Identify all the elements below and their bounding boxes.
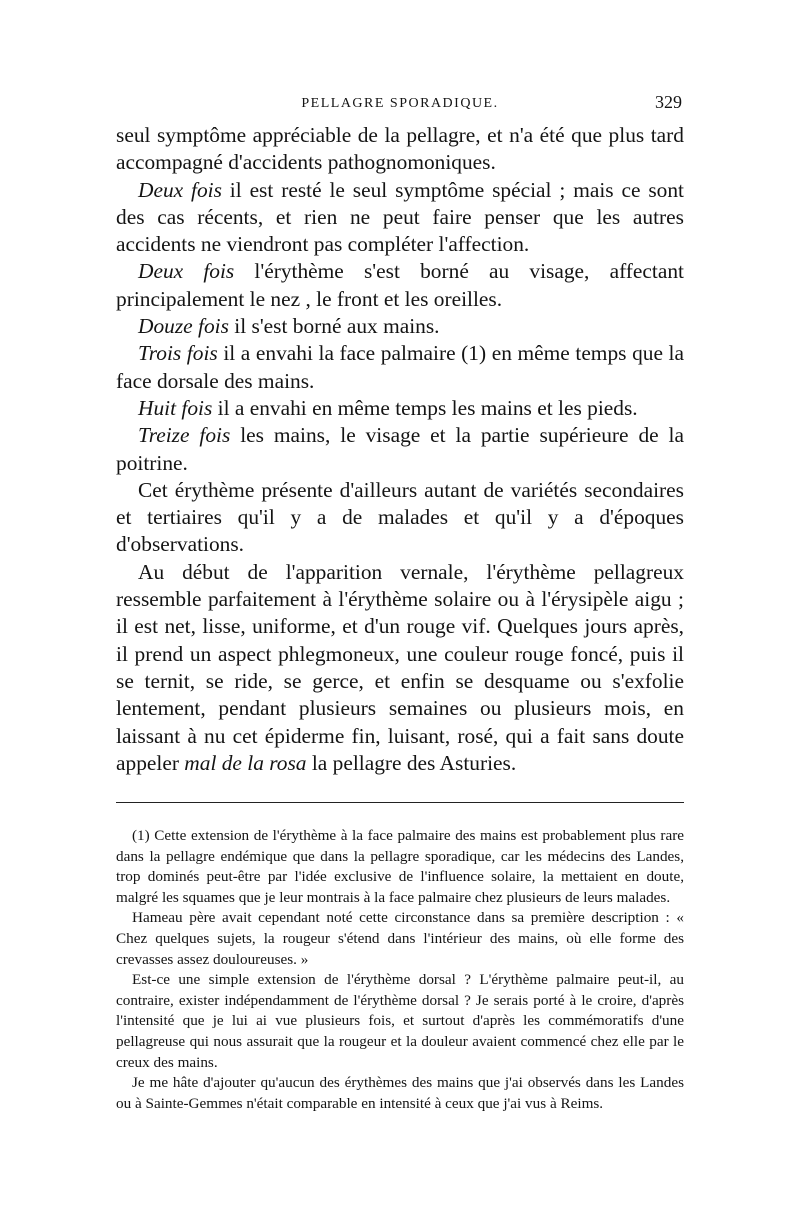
footnote-4: Je me hâte d'ajouter qu'aucun des érythèmes des mains que j'ai observés dans les Landes ou à Sainte-Gemmes n'était comparable en intensité à ceux que j'ai vus à Reims. <box>116 1074 684 1112</box>
paragraph-2-text: il est resté le seul symptôme spécial ; mais ce sont des cas récents, et rien ne peut faire penser que les autres accidents ne viendront pas compléter l'affection. <box>116 177 684 257</box>
paragraph-5-emphasis: Trois fois <box>138 341 218 366</box>
running-head: PELLAGRE SPORADIQUE. <box>301 96 499 111</box>
footnote-1: (1) Cette extension de l'érythème à la face palmaire des mains est probablement plus rare dans la pellagre endémique que dans la pellagre sporadique, car les médecins des Landes, trop dominés peut-être par l'idée exclusive de l'influence solaire, la mettaient en doute, malgré les squames que je leur montrais à la face palmaire chez plusieurs de leurs malades. <box>116 827 684 906</box>
paragraph-5 <box>116 340 684 395</box>
main-text <box>116 122 684 777</box>
paragraph-6 <box>116 395 684 422</box>
paragraph-5-text: il a envahi la face palmaire (1) en même temps que la face dorsale des mains. <box>116 341 684 393</box>
paragraph-7-text: les mains, le visage et la partie supérieure de la poitrine. <box>116 423 684 475</box>
footnote-rule <box>116 802 684 803</box>
paragraph-2-emphasis: Deux fois <box>138 177 222 202</box>
paragraph-6-text: il a envahi en même temps les mains et les pieds. <box>212 395 638 420</box>
paragraph-8: Cet érythème présente d'ailleurs autant de variétés secondaires et tertiaires qu'il y a de malades et qu'il y a d'époques d'observations. <box>116 477 684 557</box>
footnote-3: Est-ce une simple extension de l'érythème dorsal ? L'érythème palmaire peut-il, au contraire, exister indépendamment de l'érythème dorsal ? Je serais porté à le croire, d'après l'intensité que je lui ai vue plusieurs fois, et surtout d'après les commémoratifs d'une pellagreuse qui nous assurait que la rougeur et la douleur avaient commencé chez elle par le creux des mains. <box>116 971 684 1071</box>
paragraph-4-emphasis: Douze fois <box>138 314 229 339</box>
paragraph-4-text: il s'est borné aux mains. <box>228 314 440 339</box>
paragraph-1: seul symptôme appréciable de la pellagre, et n'a été que plus tard accompagné d'accidents pathognomoniques. <box>116 123 684 175</box>
paragraph-3-emphasis: Deux fois <box>138 259 235 284</box>
paragraph-3-text: l'érythème s'est borné au visage, affectant principalement le nez , le front et les oreilles. <box>116 259 684 311</box>
footnote-2: Hameau père avait cependant noté cette circonstance dans sa première description : « Chez quelques sujets, la rougeur s'étend dans l'intérieur des mains, où elle forme des crevasses assez douloureuses. » <box>116 909 684 968</box>
paragraph-4 <box>116 313 684 340</box>
paragraph-7-emphasis: Treize fois <box>138 423 231 448</box>
paragraph-9-emphasis: mal de la rosa <box>184 750 307 775</box>
page-header <box>118 92 682 118</box>
page-number: 329 <box>655 92 682 112</box>
paragraph-9-text: Au début de l'apparition vernale, l'érythème pellagreux ressemble parfaitement à l'érythème solaire ou à l'érysipèle aigu ; il est net, lisse, uniforme, et d'un rouge vif. Quelques jours après, il prend un aspect phlegmoneux, une couleur rouge foncé, puis il se ternit, se ride, se gerce, et enfin se desquame ou s'exfolie lentement, pendant plusieurs semaines ou plusieurs mois, en laissant à nu cet épiderme fin, luisant, rosé, qui a fait sans doute appeler <box>116 559 684 775</box>
paragraph-3 <box>116 258 684 313</box>
paragraph-9-end: la pellagre des Asturies. <box>306 750 517 775</box>
footnotes <box>116 826 684 1114</box>
paragraph-7 <box>116 422 684 477</box>
paragraph-2 <box>116 177 684 259</box>
paragraph-9 <box>116 559 684 777</box>
paragraph-6-emphasis: Huit fois <box>138 395 213 420</box>
